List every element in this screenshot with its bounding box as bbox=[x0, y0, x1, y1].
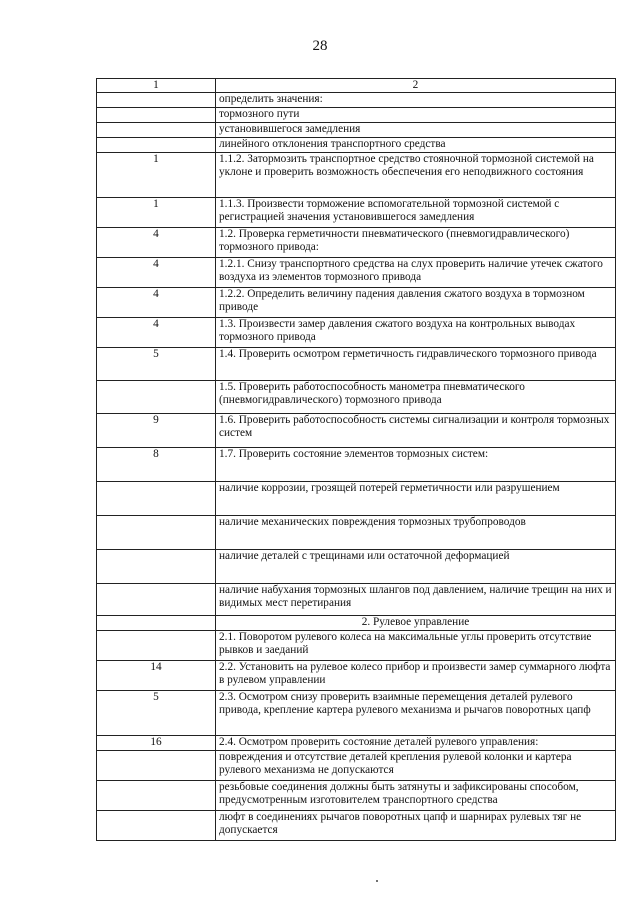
row-number: 4 bbox=[97, 258, 216, 288]
row-number bbox=[97, 811, 216, 841]
row-text: люфт в соединениях рычагов поворотных цапф и шарнирах рулевых тяг не допускается bbox=[216, 811, 616, 841]
table-row bbox=[97, 318, 616, 348]
table-row bbox=[97, 516, 616, 550]
row-text: 1.7. Проверить состояние элементов тормозных систем: bbox=[216, 448, 616, 482]
table-row bbox=[97, 448, 616, 482]
row-number bbox=[97, 123, 216, 138]
row-number: 4 bbox=[97, 318, 216, 348]
row-text: 1.4. Проверить осмотром герметичность гидравлического тормозного привода bbox=[216, 348, 616, 381]
row-text: 2.3. Осмотром снизу проверить взаимные перемещения деталей рулевого привода, крепление картера рулевого механизма и рычагов поворотных цапф bbox=[216, 691, 616, 736]
header-col2: 2 bbox=[216, 79, 616, 93]
row-text: наличие механических повреждения тормозных трубопроводов bbox=[216, 516, 616, 550]
table-row bbox=[97, 153, 616, 198]
row-text: 1.2. Проверка герметичности пневматического (пневмогидравлического) тормозного привода: bbox=[216, 228, 616, 258]
row-number bbox=[97, 631, 216, 661]
table-row bbox=[97, 414, 616, 448]
row-number: 9 bbox=[97, 414, 216, 448]
table-row bbox=[97, 258, 616, 288]
table-row bbox=[97, 661, 616, 691]
row-text: 1.1.2. Затормозить транспортное средство стояночной тормозной системой на уклоне и проверить возможность обеспечения его неподвижного состояния bbox=[216, 153, 616, 198]
row-text: установившегося замедления bbox=[216, 123, 616, 138]
row-text: 2.2. Установить на рулевое колесо прибор и произвести замер суммарного люфта в рулевом управлении bbox=[216, 661, 616, 691]
row-number: 4 bbox=[97, 228, 216, 258]
row-number bbox=[97, 482, 216, 516]
table-row bbox=[97, 288, 616, 318]
row-text: наличие набухания тормозных шлангов под давлением, наличие трещин на них и видимых мест перетирания bbox=[216, 584, 616, 616]
row-text: резьбовые соединения должны быть затянуты и зафиксированы способом, предусмотренным изготовителем транспортного средства bbox=[216, 781, 616, 811]
row-number bbox=[97, 138, 216, 153]
table-row bbox=[97, 691, 616, 736]
header-col1: 1 bbox=[97, 79, 216, 93]
table-row bbox=[97, 811, 616, 841]
row-number bbox=[97, 550, 216, 584]
row-text: 1.5. Проверить работоспособность манометра пневматического (пневмогидравлического) тормозного привода bbox=[216, 381, 616, 414]
row-text: 1.3. Произвести замер давления сжатого воздуха на контрольных выводах тормозного привода bbox=[216, 318, 616, 348]
table-row bbox=[97, 138, 616, 153]
row-text: тормозного пути bbox=[216, 108, 616, 123]
row-text: 1.6. Проверить работоспособность системы сигнализации и контроля тормозных систем bbox=[216, 414, 616, 448]
row-text: наличие деталей с трещинами или остаточной деформацией bbox=[216, 550, 616, 584]
row-text: 1.2.2. Определить величину падения давления сжатого воздуха в тормозном приводе bbox=[216, 288, 616, 318]
row-number: 5 bbox=[97, 691, 216, 736]
inspection-table bbox=[96, 78, 616, 841]
row-text: 1.2.1. Снизу транспортного средства на слух проверить наличие утечек сжатого воздуха из элементов тормозного привода bbox=[216, 258, 616, 288]
page-number: 28 bbox=[312, 38, 328, 54]
row-text: 2.4. Осмотром проверить состояние деталей рулевого управления: bbox=[216, 736, 616, 751]
table-row bbox=[97, 228, 616, 258]
row-text: определить значения: bbox=[216, 93, 616, 108]
row-text: наличие коррозии, грозящей потерей герметичности или разрушением bbox=[216, 482, 616, 516]
table-row bbox=[97, 736, 616, 751]
row-number: 16 bbox=[97, 736, 216, 751]
section-heading-row bbox=[97, 616, 616, 631]
table-row bbox=[97, 631, 616, 661]
table-row bbox=[97, 93, 616, 108]
row-number bbox=[97, 516, 216, 550]
row-number bbox=[97, 108, 216, 123]
section-heading: 2. Рулевое управление bbox=[216, 616, 616, 631]
table-row bbox=[97, 550, 616, 584]
table-row bbox=[97, 123, 616, 138]
row-number: 4 bbox=[97, 288, 216, 318]
table-row bbox=[97, 198, 616, 228]
row-text: 1.1.3. Произвести торможение вспомогательной тормозной системой с регистрацией значения установившегося замедления bbox=[216, 198, 616, 228]
row-text: повреждения и отсутствие деталей крепления рулевой колонки и картера рулевого механизма не допускаются bbox=[216, 751, 616, 781]
row-number: 1 bbox=[97, 198, 216, 228]
table-row bbox=[97, 482, 616, 516]
row-number bbox=[97, 381, 216, 414]
row-number bbox=[97, 751, 216, 781]
row-number bbox=[97, 616, 216, 631]
row-number: 1 bbox=[97, 153, 216, 198]
scan-speck bbox=[376, 880, 378, 882]
table-row bbox=[97, 348, 616, 381]
table-row bbox=[97, 781, 616, 811]
row-number: 8 bbox=[97, 448, 216, 482]
table-header-row bbox=[97, 79, 616, 93]
table-row bbox=[97, 381, 616, 414]
row-number: 5 bbox=[97, 348, 216, 381]
row-number bbox=[97, 584, 216, 616]
row-number bbox=[97, 781, 216, 811]
row-text: 2.1. Поворотом рулевого колеса на максимальные углы проверить отсутствие рывков и заеданий bbox=[216, 631, 616, 661]
table-row bbox=[97, 584, 616, 616]
table-row bbox=[97, 751, 616, 781]
row-number bbox=[97, 93, 216, 108]
table-row bbox=[97, 108, 616, 123]
row-text: линейного отклонения транспортного средства bbox=[216, 138, 616, 153]
row-number: 14 bbox=[97, 661, 216, 691]
